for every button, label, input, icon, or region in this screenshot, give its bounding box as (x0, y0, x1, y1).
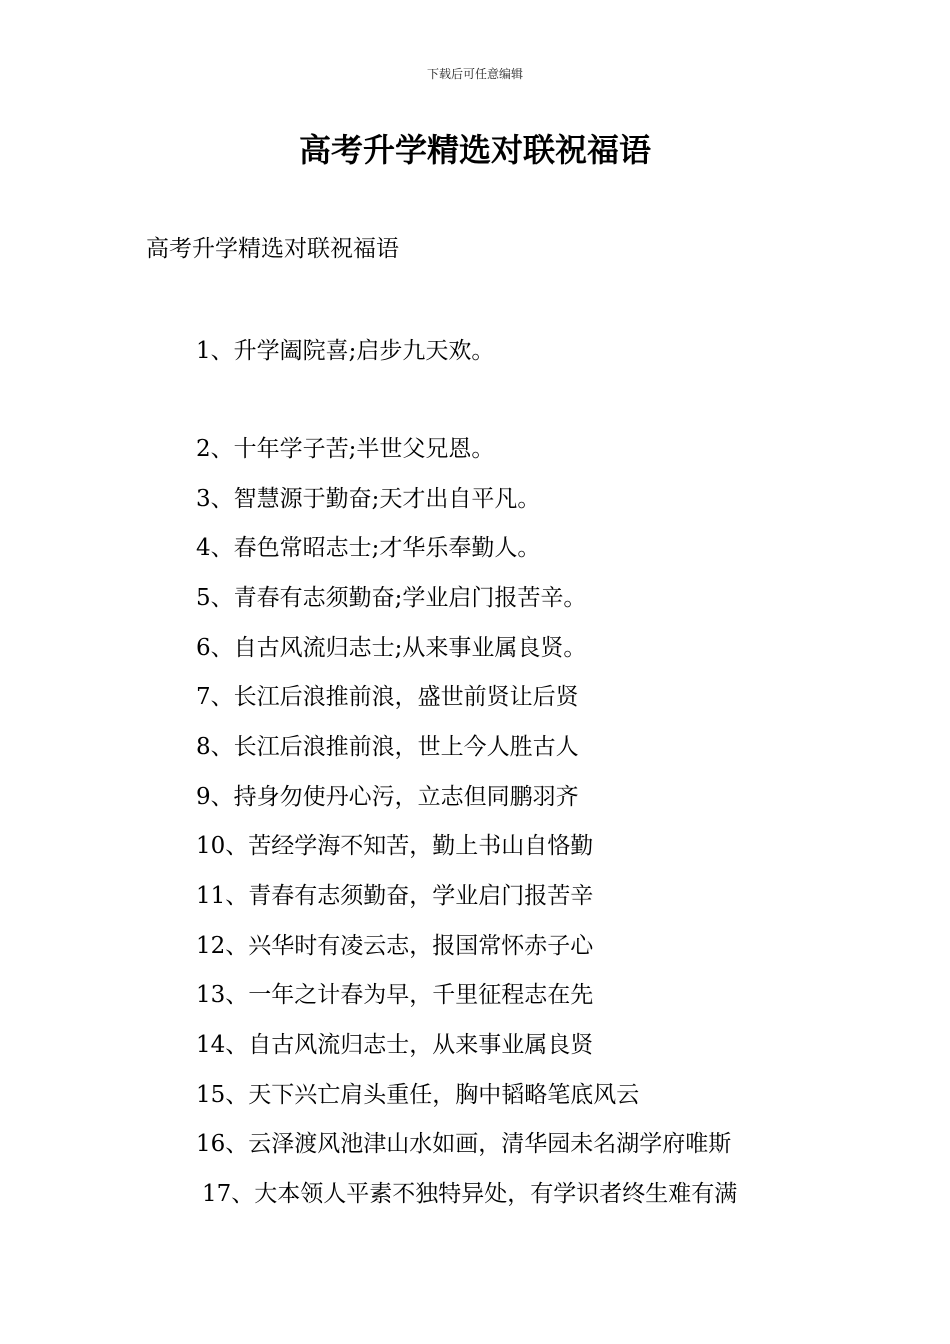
couplet-item: 14、自古风流归志士，从来事业属良贤 (196, 1032, 594, 1058)
couplet-item: 5、青春有志须勤奋;学业启门报苦辛。 (196, 585, 587, 611)
couplet-item: 1、升学阖院喜;启步九天欢。 (196, 338, 495, 364)
header-note: 下载后可任意编辑 (426, 67, 523, 81)
couplet-item: 8、长江后浪推前浪，世上今人胜古人 (196, 734, 579, 760)
couplet-item: 9、持身勿使丹心污，立志但同鹏羽齐 (196, 784, 579, 810)
couplet-item: 4、春色常昭志士;才华乐奉勤人。 (196, 535, 541, 561)
couplet-item: 15、天下兴亡肩头重任，胸中韬略笔底风云 (196, 1082, 640, 1108)
document-title: 高考升学精选对联祝福语 (298, 131, 651, 169)
couplet-item: 12、兴华时有凌云志，报国常怀赤子心 (196, 933, 594, 959)
couplet-item: 17、大本领人平素不独特异处，有学识者终生难有满 (202, 1181, 738, 1207)
couplet-item: 3、智慧源于勤奋;天才出自平凡。 (196, 486, 541, 512)
couplet-item: 7、长江后浪推前浪，盛世前贤让后贤 (196, 684, 579, 710)
couplet-item: 11、青春有志须勤奋，学业启门报苦辛 (196, 883, 594, 909)
couplet-item: 2、十年学子苦;半世父兄恩。 (196, 436, 495, 462)
document-subtitle: 高考升学精选对联祝福语 (146, 236, 399, 262)
couplet-item: 13、一年之计春为早，千里征程志在先 (196, 982, 594, 1008)
couplet-item: 10、苦经学海不知苦，勤上书山自恪勤 (196, 833, 594, 859)
couplet-item: 16、云泽渡风池津山水如画，清华园未名湖学府唯斯 (196, 1131, 732, 1157)
couplet-item: 6、自古风流归志士;从来事业属良贤。 (196, 635, 587, 661)
